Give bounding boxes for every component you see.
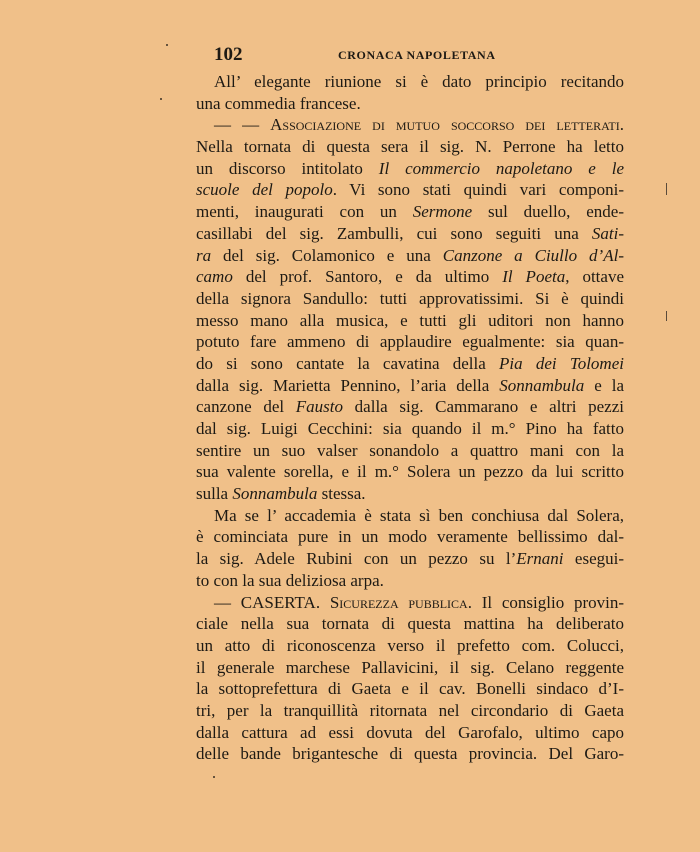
italic-title: Sonnambula [232,484,318,504]
text-run: Il consiglio provin- [471,592,624,612]
text-run: dalla cattura ad essi dovuta del Garofalo, ultimo capo [196,722,624,742]
text-line [196,71,624,93]
text-line [196,288,624,310]
section-heading: Associazione di mutuo soccorso dei letterati. [270,115,624,135]
text-line [196,375,624,397]
text-line [196,570,624,592]
text-line [196,223,624,245]
text-run: stessa. [317,484,366,504]
text-line [196,483,624,505]
text-line [196,396,624,418]
text-run: All’ elegante riunione si è dato principio recitando [214,72,624,91]
text-line [196,266,624,288]
text-line [196,440,624,462]
text-run: dalla sig. Cammarano e altri pezzi [343,397,624,417]
text-run: canzone del [196,397,296,417]
text-run: sua valente sorella, e il m.° Solera un pezzo da lui scritto [196,462,624,482]
italic-title: camo [196,267,233,287]
italic-title: Pia dei Tolomei [499,353,624,373]
text-run: e la [584,375,624,395]
italic-title: Il commercio napoletano e le [378,158,624,178]
text-run: della signora Sandullo: tutti approvatissimi. Si è quindi [196,288,624,308]
body-text [196,71,624,765]
italic-title: scuole del popolo [196,180,333,200]
text-line [196,548,624,570]
text-line [196,136,624,158]
scan-speck [166,44,168,46]
text-line [196,505,624,527]
text-run: sulla [196,484,233,504]
margin-mark [666,311,667,321]
running-title: CRONACA NAPOLETANA [338,48,496,62]
text-line [196,158,624,180]
text-line [196,461,624,483]
text-run: il generale marchese Pallavicini, il sig. Celano reggente [196,657,624,677]
text-run: dalla sig. Marietta Pennino, l’aria della [196,375,500,395]
italic-title: Fausto [295,397,344,417]
text-run: potuto fare ammeno di applaudire egualmente: sia quan- [196,332,624,352]
margin-mark [666,183,667,195]
text-line [196,245,624,267]
italic-title: ra [196,245,212,265]
text-run: sentire un suo valser sonandolo a quattro mani con la [196,440,624,460]
text-line [196,526,624,548]
text-line [196,93,624,115]
scan-speck [213,776,215,778]
text-line [196,678,624,700]
text-run: — CASERTA. [214,592,330,612]
text-run: è cominciata pure in un modo veramente bellissimo dal- [196,527,624,547]
text-run: ciale nella sua tornata di questa mattina ha deliberato [196,614,624,634]
text-line [196,592,624,614]
text-run: un atto di riconoscenza verso il prefetto com. Colucci, [196,635,624,655]
text-line [196,722,624,744]
text-run: tri, per la tranquillità ritornata nel circondario di Gaeta [196,700,624,720]
text-line [196,353,624,375]
text-run: la sig. Adele Rubini con un pezzo su l’ [196,549,517,569]
text-run: del prof. Santoro, e da ultimo [232,267,503,287]
italic-title: Ernani [516,549,564,569]
italic-title: Sonnambula [499,375,585,395]
page-header [214,44,626,66]
text-run: casillabi del sig. Zambulli, cui sono seguiti una [196,223,592,243]
text-run: dal sig. Luigi Cecchini: sia quando il m.° Pino ha fatto [196,419,624,438]
text-line [196,114,624,136]
italic-title: Canzone a Ciullo d’Al- [442,245,624,265]
text-run: Nella tornata di questa sera il sig. N. Perrone ha letto [196,137,624,157]
text-run: do si sono cantate la cavatina della [196,353,500,373]
text-run: delle bande brigantesche di questa provincia. Del Garo- [196,744,624,764]
scan-speck [160,98,162,100]
text-line [196,418,624,440]
text-line [196,635,624,657]
text-run: un discorso intitolato [196,158,379,178]
text-run: to con la sua deliziosa arpa. [196,570,384,590]
section-heading: Sicurezza pubblica. [329,592,472,612]
text-line [196,657,624,679]
text-line [196,331,624,353]
italic-title: Il Poeta [502,267,566,287]
text-line [196,201,624,223]
italic-title: Sati- [591,223,624,243]
page-number: 102 [214,44,243,65]
text-run: , ottave [565,267,624,287]
text-line [196,700,624,722]
text-run: . Vi sono stati quindi vari componi- [332,180,624,200]
text-run: una commedia francese. [196,93,361,113]
text-run: la sottoprefettura di Gaeta e il cav. Bonelli sindaco d’I- [196,679,624,699]
text-line [196,743,624,765]
text-run: menti, inaugurati con un [196,202,413,222]
text-run: Ma se l’ accademia è stata sì ben conchiusa dal Solera, [214,505,624,525]
text-line [196,310,624,332]
text-run: messo mano alla musica, e tutti gli uditori non hanno [196,310,624,330]
text-run: sul duello, ende- [472,202,624,222]
italic-title: Sermone [412,202,473,222]
text-run: del sig. Colamonico e una [211,245,443,265]
text-line [196,613,624,635]
text-run: esegui- [563,549,624,569]
text-line [196,179,624,201]
text-run: — — [214,115,271,135]
